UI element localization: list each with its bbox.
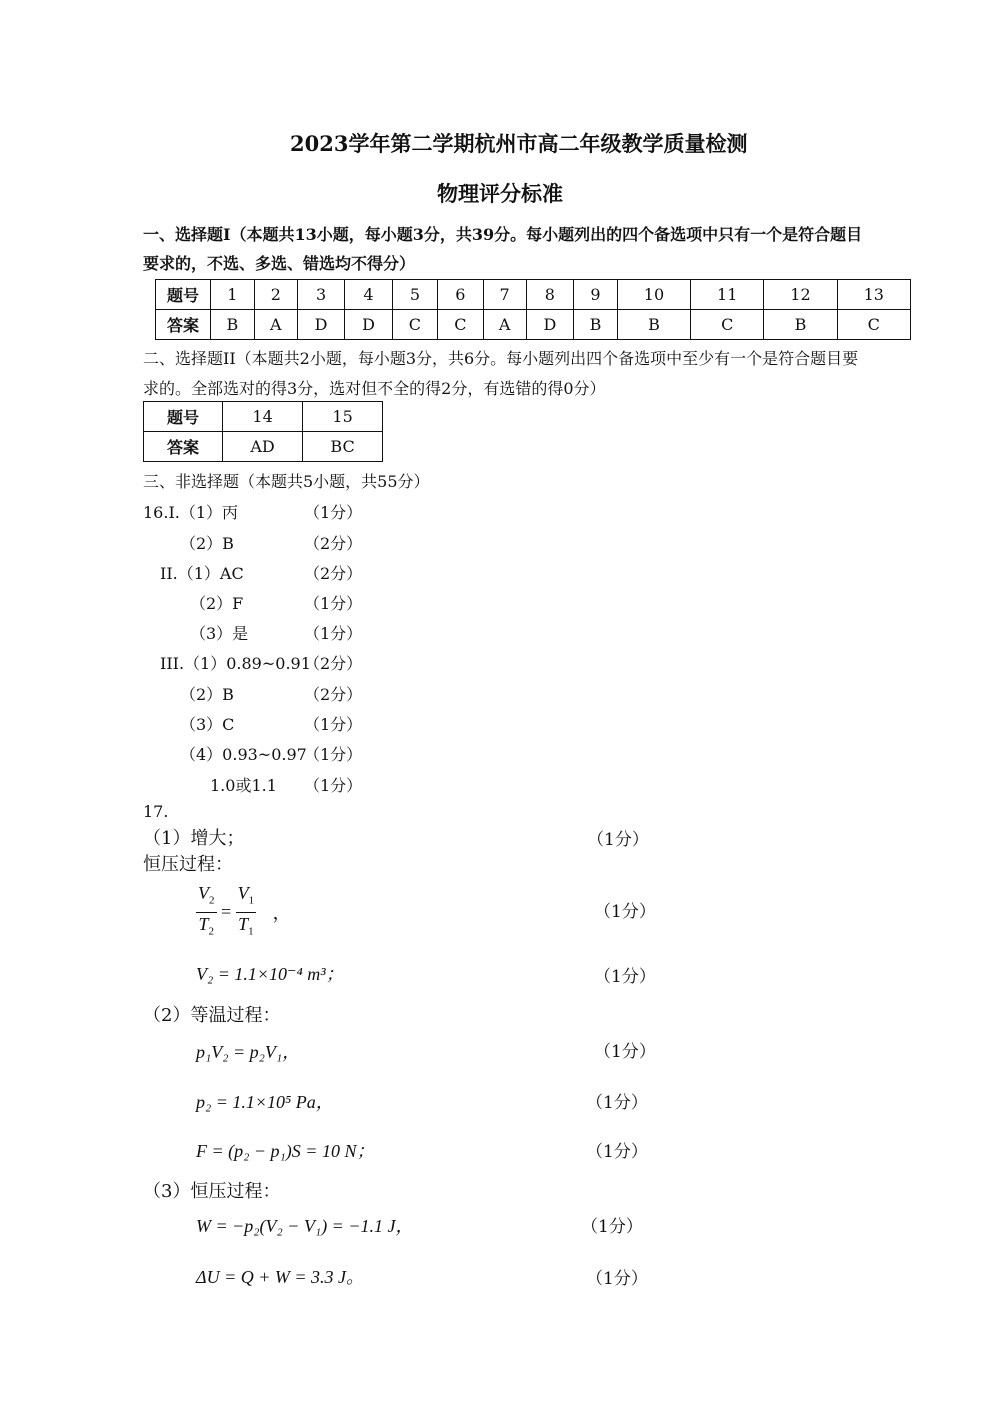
table-cell: 15 — [303, 402, 383, 432]
table-cell: C — [691, 310, 764, 340]
q16-item: （2）F — [190, 594, 244, 613]
q16-points: （1分） — [304, 715, 363, 734]
table-cell: B — [764, 310, 837, 340]
q17-equation-charles-law: $\frac{V_2}{T_2}$ = $\frac{V_1}{T_1}$ ， — [198, 883, 291, 938]
q17-isobaric-label: 恒压过程： — [143, 854, 233, 875]
table-cell: 10 — [617, 280, 690, 310]
table-header-cell: 答案 — [156, 310, 211, 340]
section3-heading: 三、非选择题（本题共5小题，共55分） — [143, 472, 430, 491]
q16-points: （1分） — [304, 745, 363, 764]
q16-item: （3）是 — [190, 624, 249, 643]
q16-item: III.（1）0.89~0.91 — [160, 654, 311, 673]
q17-eq7-points: （1分） — [586, 1269, 648, 1289]
q17-eq2: V₂ = 1.1×10⁻⁴ m³； — [196, 964, 344, 984]
q16-item: （2）B — [180, 534, 234, 553]
table-cell: A — [254, 310, 297, 340]
table-header-cell: 题号 — [156, 280, 211, 310]
page-title: 2023学年第二学期杭州市高二年级教学质量检测 — [290, 131, 748, 156]
q16-item: 16.I.（1）丙 — [143, 503, 239, 522]
q16-points: （2分） — [304, 534, 363, 553]
q17-eq5: F = (p₂ − p₁)S = 10 N； — [196, 1141, 375, 1161]
q17-part1: （1）增大； — [143, 828, 245, 849]
q16-item: II.（1）AC — [160, 564, 244, 583]
table-cell: 9 — [574, 280, 618, 310]
table-row — [156, 280, 911, 310]
table-cell: D — [297, 310, 344, 340]
page-subtitle: 物理评分标准 — [437, 181, 563, 206]
table-cell: C — [438, 310, 483, 340]
q17-part3: （3）恒压过程： — [143, 1181, 281, 1202]
section2-line2: 求的。全部选对的得3分，选对但不全的得2分，有选错的得0分） — [143, 379, 606, 398]
q17-eq6-points: （1分） — [581, 1217, 643, 1237]
table-cell: C — [837, 310, 910, 340]
table-cell: 6 — [438, 280, 483, 310]
q16-points: （2分） — [304, 685, 363, 704]
answer-table-1 — [155, 279, 911, 340]
section1-line2: 要求的，不选、多选、错选均不得分） — [143, 254, 416, 273]
table-row — [144, 402, 383, 432]
table-cell: 2 — [254, 280, 297, 310]
q16-points: （1分） — [304, 594, 363, 613]
q16-points: （2分） — [304, 564, 363, 583]
table-header-cell: 题号 — [144, 402, 223, 432]
table-row — [156, 310, 911, 340]
table-cell: 12 — [764, 280, 837, 310]
table-cell: D — [526, 310, 573, 340]
answer-table-2 — [143, 401, 383, 462]
q17-number: 17. — [143, 802, 169, 821]
q17-eq4: p₂ = 1.1×10⁵ Pa， — [196, 1092, 334, 1112]
table-cell: B — [211, 310, 255, 340]
table-cell: B — [617, 310, 690, 340]
q17-eq3: p₁V₂ = p₂V₁， — [196, 1042, 301, 1062]
q16-points: （2分） — [304, 654, 363, 673]
table-cell: B — [574, 310, 618, 340]
table-cell: 11 — [691, 280, 764, 310]
q17-eq4-points: （1分） — [586, 1093, 648, 1113]
q16-points: （1分） — [304, 776, 363, 795]
q16-item: （2）B — [180, 685, 234, 704]
table-header-cell: 答案 — [144, 432, 223, 462]
table-cell: A — [483, 310, 526, 340]
q16-item: 1.0或1.1 — [210, 776, 277, 795]
table-cell: 3 — [297, 280, 344, 310]
q16-item: （4）0.93~0.97 — [180, 745, 307, 764]
q17-part2: （2）等温过程： — [143, 1005, 281, 1026]
q16-points: （1分） — [304, 624, 363, 643]
q17-eq3-points: （1分） — [594, 1042, 656, 1062]
q17-eq2-points: （1分） — [594, 967, 656, 987]
section1-line1: 一、选择题I（本题共13小题，每小题3分，共39分。每小题列出的四个备选项中只有一个是符合题目 — [143, 225, 863, 244]
q17-eq6: W = −p₂(V₂ − V₁) = −1.1 J， — [196, 1216, 414, 1236]
table-cell: 7 — [483, 280, 526, 310]
q17-eq1-points: （1分） — [594, 902, 656, 922]
table-cell: 8 — [526, 280, 573, 310]
q17-eq7: ΔU = Q + W = 3.3 J。 — [196, 1267, 364, 1287]
q16-item: （3）C — [180, 715, 235, 734]
table-cell: C — [392, 310, 437, 340]
table-cell: 5 — [392, 280, 437, 310]
q17-part1-points: （1分） — [587, 830, 649, 850]
q16-points: （1分） — [304, 503, 363, 522]
table-cell: 13 — [837, 280, 910, 310]
table-cell: AD — [223, 432, 303, 462]
table-cell: 14 — [223, 402, 303, 432]
section2-line1: 二、选择题II（本题共2小题，每小题3分，共6分。每小题列出四个备选项中至少有一个是符合题目要 — [143, 349, 859, 368]
table-cell: 1 — [211, 280, 255, 310]
table-row — [144, 432, 383, 462]
table-cell: D — [345, 310, 392, 340]
table-cell: BC — [303, 432, 383, 462]
q17-eq5-points: （1分） — [586, 1142, 648, 1162]
table-cell: 4 — [345, 280, 392, 310]
